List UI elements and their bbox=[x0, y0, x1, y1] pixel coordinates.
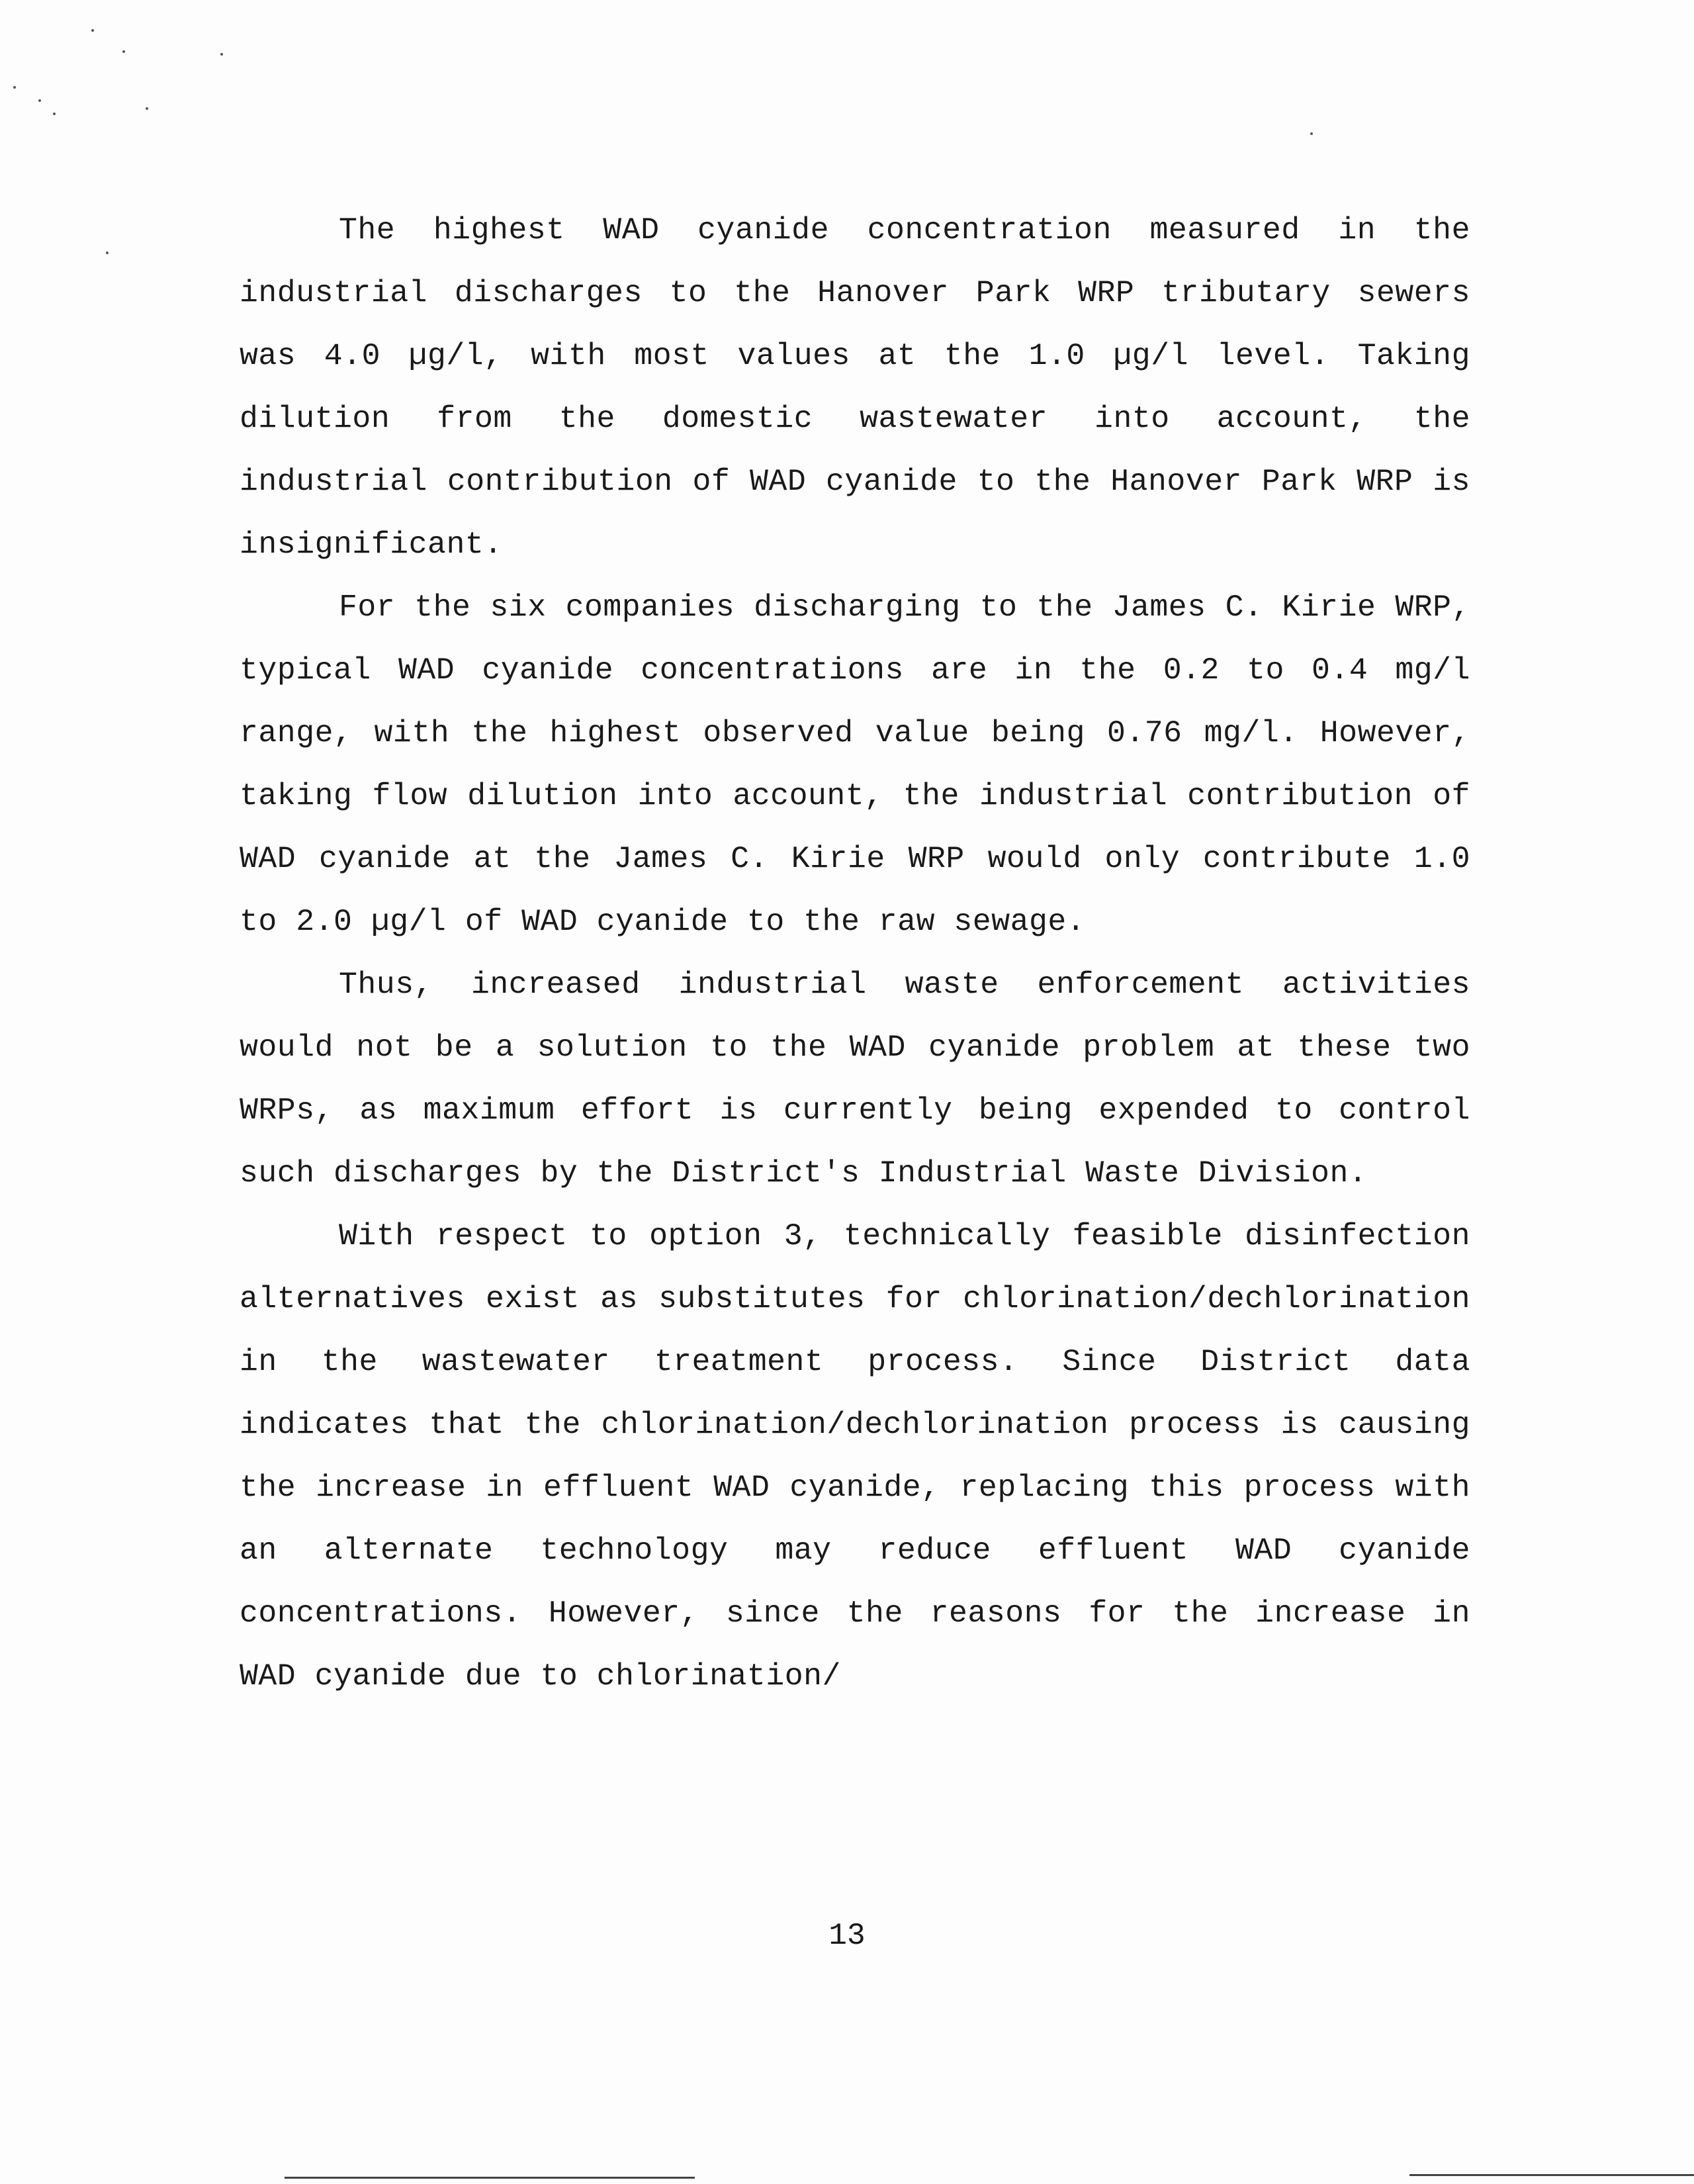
page-number: 13 bbox=[828, 1919, 866, 1953]
scan-speck bbox=[106, 251, 109, 254]
paragraph-hanover-park: The highest WAD cyanide concentration measured in the industrial discharges to the Hanover Park WRP tributary sewers was 4.0 µg/l, with most values at the 1.0 µg/l level. Taking dilution from the domestic wastewater into account, the industrial contribution of WAD cyanide to the Hanover Park WRP is insignificant. bbox=[240, 212, 1470, 562]
bottom-rule-left bbox=[285, 2177, 695, 2179]
scan-speck bbox=[53, 113, 56, 115]
scan-speck bbox=[122, 50, 125, 53]
scan-speck bbox=[146, 107, 148, 110]
scan-speck bbox=[13, 86, 16, 89]
scan-speck bbox=[38, 99, 41, 102]
scan-speck bbox=[220, 53, 223, 56]
scan-speck bbox=[1310, 132, 1313, 135]
bottom-rule-right bbox=[1409, 2174, 1694, 2176]
body-text bbox=[240, 199, 1470, 1707]
paragraph-option-3: With respect to option 3, technically feasible disinfection alternatives exist as substitutes for chlorination/dechlorination in the wastewater treatment process. Since District data indicates that the chlorination/dechlorination process is causing the increase in effluent WAD cyanide, replacing this process with an alternate technology may reduce effluent WAD cyanide concentrations. However, since the reasons for the increase in WAD cyanide due to chlorination/ bbox=[240, 1218, 1470, 1694]
scan-speck bbox=[91, 29, 94, 32]
paragraph-enforcement: Thus, increased industrial waste enforcement activities would not be a solution to the WAD cyanide problem at these two WRPs, as maximum effort is currently being expended to control such discharges by the District's Industrial Waste Division. bbox=[240, 967, 1470, 1191]
paragraph-kirie: For the six companies discharging to the James C. Kirie WRP, typical WAD cyanide concentrations are in the 0.2 to 0.4 mg/l range, with the highest observed value being 0.76 mg/l. However, taking flow dilution into account, the industrial contribution of WAD cyanide at the James C. Kirie WRP would only contribute 1.0 to 2.0 µg/l of WAD cyanide to the raw sewage. bbox=[240, 590, 1470, 939]
